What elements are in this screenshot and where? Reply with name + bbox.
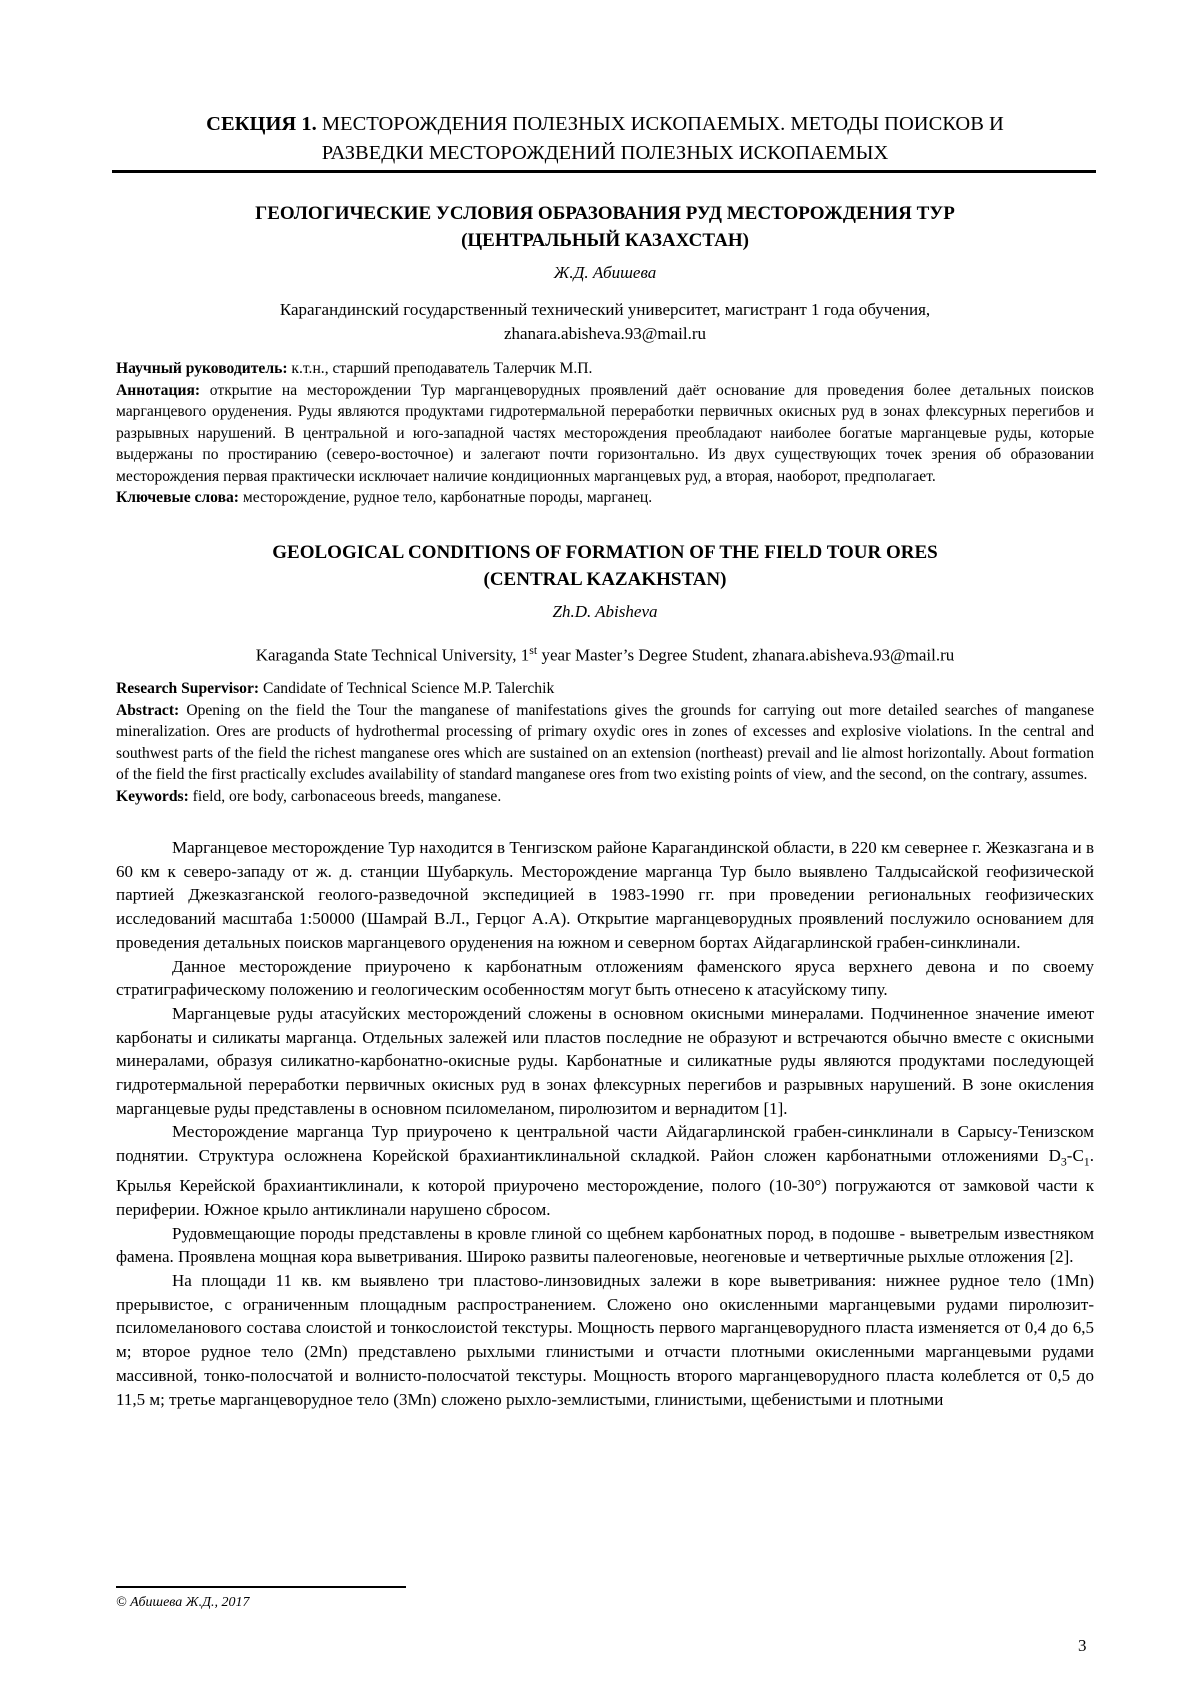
en-abstract: [116, 700, 1094, 786]
paragraph-4: Месторождение марганца Тур приурочено к центральной части Айдагарлинской грабен-синклинали в Сарысу-Тенизском поднятии. Структура осложнена Корейской брахиантиклинальной складкой. Район сложен карбонатными отложениями $D_3-C_1$. Крылья Керейской брахиантиклинали, к которой приурочено месторождение, полого (10-30°) погружаются от замковой части к периферии. Южное крыло антиклинали нарушено сбросом.: [116, 1122, 1094, 1219]
section-divider: [112, 170, 1096, 173]
en-affiliation: Karaganda State Technical University, 1st year Master’s Degree Student, zhanara.abisheva.93@mail.ru: [255, 643, 955, 665]
paragraph-5: Рудовмещающие породы представлены в кровле глиной со щебнем карбонатных пород, в подошве - выветрелым известняком фамена. Проявлена мощная кора выветривания. Широко развиты палеогеновые, неогеновые и четвертичные рыхлые отложения [2].: [116, 1223, 1094, 1267]
page-number: 3: [1078, 1636, 1087, 1655]
paragraph-1: Марганцевое месторождение Тур находится в Тенгизском районе Карагандинской области, в 220 км севернее г. Жезказгана и в 60 км к северо-западу от ж. д. станции Шубаркуль. Месторождение марганца Тур было выявлено Талдысайской геофизической партией Джезказганской геолого-разведочной экспедицией в 1983-1990 гг. при проведении региональных геофизических исследований масштаба 1:50000 (Шамрай В.Л., Герцог А.А). Открытие марганцеворудных проявлений послужило основанием для проведения детальных поисков марганцевого оруденения на южном и северном бортах Айдагарлинской грабен-синклинали.: [116, 838, 1094, 952]
copyright-footnote: © Абишева Ж.Д., 2017: [116, 1595, 250, 1610]
ru-keywords: [116, 487, 1094, 509]
ru-abstract: [116, 380, 1094, 488]
en-supervisor: [116, 678, 1094, 700]
ru-abstract-block: [116, 358, 1094, 509]
ru-email: zhanara.abisheva.93@mail.ru: [503, 324, 707, 343]
ru-keywords-text: месторождение, рудное тело, карбонатные породы, марганец.: [239, 489, 653, 506]
en-keywords-label: Keywords:: [116, 787, 189, 805]
ru-supervisor: [116, 358, 1094, 380]
en-title-line1: GEOLOGICAL CONDITIONS OF FORMATION OF THE FIELD TOUR ORES: [272, 542, 938, 563]
ru-abstract-label: Аннотация:: [116, 381, 201, 399]
ru-affiliation: [116, 298, 1094, 346]
main-text: [116, 836, 1094, 1411]
section-title-line2: РАЗВЕДКИ МЕСТОРОЖДЕНИЙ ПОЛЕЗНЫХ ИСКОПАЕМЫХ: [321, 142, 889, 164]
section-label: СЕКЦИЯ 1.: [206, 113, 317, 135]
en-abstract-text: Opening on the field the Tour the manganese of manifestations gives the grounds for carrying out more detailed searches of manganese mineralization. Ores are products of hydrothermal processing of primary oxydic ores in zones of excesses and explosive violations. In the central and southwest parts of the field the richest manganese ores which are sustained on an extension (northeast) prevail and lie almost horizontally. About formation of the field the first practically excludes availability of standard manganese ores from two existing points of view, and the second, on the contrary, assumes.: [116, 701, 1094, 783]
section-header: [116, 110, 1094, 168]
section-title-line1: МЕСТОРОЖДЕНИЯ ПОЛЕЗНЫХ ИСКОПАЕМЫХ. МЕТОДЫ ПОИСКОВ И: [321, 113, 1004, 135]
en-supervisor-text: Candidate of Technical Science M.P. Talerchik: [259, 680, 555, 697]
en-abstract-block: [116, 678, 1094, 807]
en-supervisor-label: Research Supervisor:: [116, 680, 260, 697]
ru-author: Ж.Д. Абишева: [553, 263, 657, 282]
en-author: Zh.D. Abisheva: [552, 602, 658, 621]
ru-title-line1: ГЕОЛОГИЧЕСКИЕ УСЛОВИЯ ОБРАЗОВАНИЯ РУД МЕСТОРОЖДЕНИЯ ТУР: [255, 203, 955, 224]
paragraph-6: На площади 11 кв. км выявлено три пластово-линзовидных залежи в коре выветривания: нижнее рудное тело (1Mn) прерывистое, с ограниченным площадным распространением. Сложено оно окисленными марганцевыми рудами пиролюзит-псиломеланового состава слоистой и тонкослоистой текстуры. Мощность первого марганцеворудного пласта изменяется от 0,4 до 6,5 м; второе рудное тело (2Mn) представлено рыхлыми глинистыми и отчасти плотными окисленными марганцевыми рудами массивной, тонко-полосчатой и волнисто-полосчатой текстуры. Мощность второго марганцеворудного пласта колеблется от 0,5 до 11,5 м; третье марганцеворудное тело (3Mn) сложено рыхло-землистыми, глинистыми, щебенистыми и плотными: [116, 1271, 1094, 1409]
en-title-line2: (CENTRAL KAZAKHSTAN): [483, 569, 727, 590]
en-abstract-label: Abstract:: [116, 701, 180, 719]
ru-abstract-text: открытие на месторождении Тур марганцеворудных проявлений даёт основание для проведения более детальных поисков марганцевого оруденения. Руды являются продуктами гидротермальной переработки первичных окисных руд в зонах флексурных перегибов и разрывных нарушений. В центральной и юго-западной частях месторождения преобладают наиболее богатые марганцевые руды, которые выдержаны по простиранию (северо-восточное) и залегают почти горизонтально. Из двух существующих точек зрения об образовании месторождения первая практически исключает наличие кондиционных марганцевых руд, а вторая, наоборот, предполагает.: [116, 381, 1094, 485]
paragraph-3: Марганцевые руды атасуйских месторождений сложены в основном окисными минералами. Подчиненное значение имеют карбонаты и силикаты марганца. Отдельных залежей или пластов последние не образуют и встречаются обычно вместе с окисными минералами, образуя силикатно-карбонатно-окисные руды. Карбонатные и силикатные руды являются продуктами последующей гидротермальной переработки первичных окисных руд в зонах флексурных перегибов и разрывных нарушений. В зоне окисления марганцевые руды представлены в основном псиломеланом, пиролюзитом и вернадитом [1].: [116, 1003, 1094, 1118]
ru-affiliation-line1: Карагандинский государственный технический университет, магистрант 1 года обучения,: [279, 300, 931, 319]
footnote-divider: [116, 1586, 406, 1588]
ru-keywords-label: Ключевые слова:: [116, 489, 239, 506]
paragraph-2: Данное месторождение приурочено к карбонатным отложениям фаменского яруса верхнего девона и по своему стратиграфическому положению и геологическим особенностям могут быть отнесено к атасуйскому типу.: [116, 956, 1094, 1000]
ru-supervisor-label: Научный руководитель:: [116, 360, 288, 377]
en-keywords-text: field, ore body, carbonaceous breeds, manganese.: [188, 787, 502, 805]
en-keywords: [116, 786, 1094, 808]
ru-title-line2: (ЦЕНТРАЛЬНЫЙ КАЗАХСТАН): [461, 230, 749, 251]
ru-title: [116, 200, 1094, 254]
en-title: [116, 539, 1094, 593]
ru-supervisor-text: к.т.н., старший преподаватель Талерчик М.П.: [287, 360, 593, 377]
